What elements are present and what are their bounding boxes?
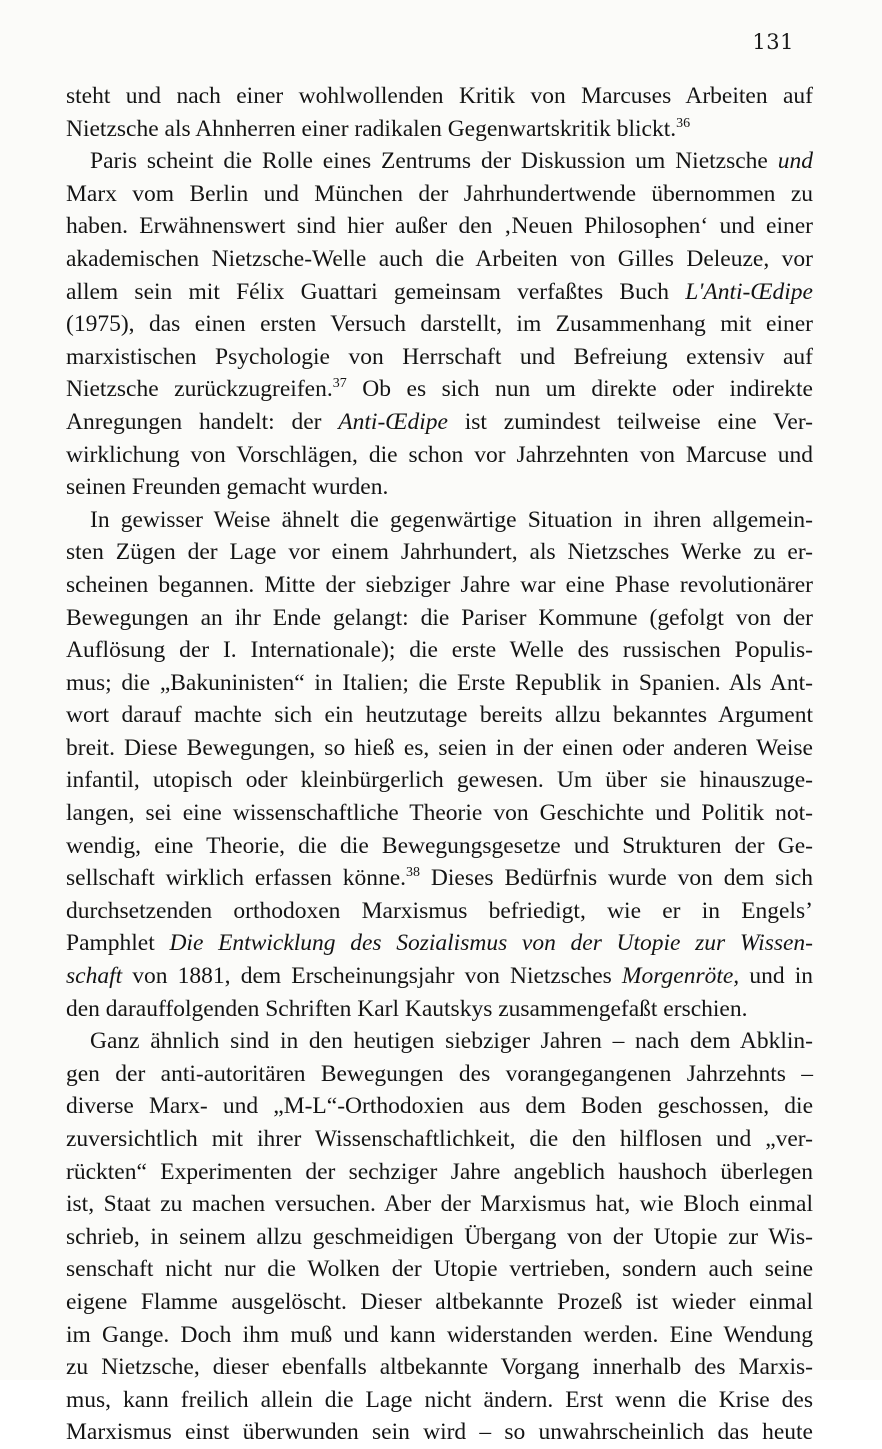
text-line [66, 1351, 813, 1384]
text-segment: sellschaft wirklich erfassen könne. [66, 865, 407, 892]
text-segment: ist zumindest teilweise eine Ver- [447, 408, 813, 435]
text-line [66, 1090, 813, 1123]
text-line [66, 243, 813, 276]
text-line [66, 830, 813, 863]
text-segment: und in [739, 963, 814, 990]
text-line [66, 1286, 813, 1319]
text-segment: eigene Flamme ausgelöscht. Dieser altbekannte Prozeß ist wieder einmal [66, 1288, 813, 1315]
text-line [66, 1221, 813, 1254]
text-segment: schrieb, in seinem allzu geschmeidigen Übergang von der Utopie zur Wis- [66, 1223, 813, 1250]
text-line [66, 1025, 813, 1058]
italic-text: schaft [66, 963, 123, 990]
text-segment: Marx vom Berlin und München der Jahrhundertwende übernommen zu [66, 180, 813, 207]
text-segment: zu Nietzsche, dieser ebenfalls altbekannte Vorgang innerhalb des Marxis- [66, 1354, 813, 1381]
text-line [66, 634, 813, 667]
text-segment: senschaft nicht nur die Wolken der Utopie vertrieben, sondern auch seine [66, 1256, 813, 1283]
text-line [66, 699, 813, 732]
text-line [66, 113, 813, 146]
text-line [66, 341, 813, 374]
text-segment: akademischen Nietzsche-Welle auch die Arbeiten von Gilles Deleuze, vor [66, 245, 813, 272]
text-line [66, 373, 813, 406]
body-text [66, 80, 813, 1449]
text-segment: steht und nach einer wohlwollenden Kritik von Marcuses Arbeiten auf [66, 83, 813, 109]
text-line [66, 960, 813, 993]
text-line [66, 797, 813, 830]
text-line [66, 927, 813, 960]
text-segment: Marxismus einst überwunden sein wird – so unwahrscheinlich das heute [66, 1419, 813, 1446]
text-line [66, 1384, 813, 1417]
text-segment: Ganz ähnlich sind in den heutigen siebziger Jahren – nach dem Abklin- [90, 1028, 813, 1055]
text-segment: ist, Staat zu machen versuchen. Aber der Marxismus hat, wie Bloch einmal [66, 1191, 813, 1218]
text-segment: im Gange. Doch ihm muß und kann widerstanden werden. Eine Wendung [66, 1321, 813, 1348]
text-segment: wirklichung von Vorschlägen, die schon vor Jahrzehnten von Marcuse und [66, 441, 813, 468]
text-line [66, 667, 813, 700]
text-segment: breit. Diese Bewegungen, so hieß es, seien in der einen oder anderen Weise [66, 734, 813, 761]
text-segment: Nietzsche zurückzugreifen. [66, 376, 333, 403]
italic-text: L'Anti-Œdipe [685, 278, 813, 305]
text-line [66, 732, 813, 765]
text-line [66, 569, 813, 602]
italic-text: Anti-Œdipe [338, 408, 448, 435]
text-line [66, 536, 813, 569]
text-line [66, 439, 813, 472]
text-segment: wort darauf machte sich ein heutzutage bereits allzu bekanntes Argument [66, 702, 813, 729]
text-line [66, 862, 813, 895]
text-segment: allem sein mit Félix Guattari gemeinsam verfaßtes Buch [66, 278, 686, 305]
text-line [66, 993, 813, 1026]
text-segment: mus; die „Bakuninisten“ in Italien; die Erste Republik in Spanien. Als Ant- [66, 669, 813, 696]
text-segment: mus, kann freilich allein die Lage nicht ändern. Erst wenn die Krise des [66, 1386, 813, 1413]
text-line [66, 895, 813, 928]
text-segment: Ob es sich nun um direkte oder indirekte [346, 376, 813, 403]
text-segment: marxistischen Psychologie von Herrschaft und Befreiung extensiv auf [66, 343, 813, 370]
text-segment: langen, sei eine wissenschaftliche Theorie von Geschichte und Politik not- [66, 800, 813, 827]
text-segment: scheinen begannen. Mitte der siebziger Jahre war eine Phase revolutionärer [66, 571, 813, 598]
text-segment: sten Zügen der Lage vor einem Jahrhundert, als Nietzsches Werke zu er- [66, 539, 813, 566]
text-segment: Dieses Bedürfnis wurde von dem sich [420, 865, 813, 892]
text-line [66, 178, 813, 211]
page-number: 131 [752, 30, 794, 54]
text-segment: von 1881, dem Erscheinungsjahr von Nietzsches [122, 963, 622, 990]
text-line [66, 1156, 813, 1189]
text-segment: infantil, utopisch oder kleinbürgerlich gewesen. Um über sie hinauszuge- [66, 767, 813, 794]
text-line [66, 504, 813, 537]
text-segment: In gewisser Weise ähnelt die gegenwärtige Situation in ihren allgemein- [90, 506, 813, 533]
text-segment: den darauffolgenden Schriften Karl Kautskys zusammengefaßt erschien. [66, 995, 748, 1022]
text-segment: durchsetzenden orthodoxen Marxismus befriedigt, wie er in Engels’ [66, 897, 813, 924]
text-segment: haben. Erwähnenswert sind hier außer den ‚Neuen Philosophen‘ und einer [66, 213, 813, 240]
text-segment: seinen Freunden gemacht wurden. [66, 474, 389, 501]
text-line [66, 276, 813, 309]
text-segment: Pamphlet [66, 930, 170, 957]
text-line [66, 1058, 813, 1091]
text-segment: gen der anti-autoritären Bewegungen des vorangegangenen Jahrzehnts – [66, 1060, 813, 1087]
text-line [66, 1188, 813, 1221]
footnote-reference: 38 [406, 865, 421, 881]
text-line [66, 1319, 813, 1352]
text-line [66, 145, 813, 178]
text-segment: wendig, eine Theorie, die die Bewegungsgesetze und Strukturen der Ge- [66, 832, 813, 859]
text-line [66, 1253, 813, 1286]
text-line [66, 471, 813, 504]
text-line [66, 1123, 813, 1156]
footnote-reference: 37 [332, 376, 347, 392]
text-line [66, 308, 813, 341]
text-segment: Anregungen handelt: der [66, 408, 339, 435]
text-segment: (1975), das einen ersten Versuch darstellt, im Zusammenhang mit einer [66, 311, 813, 338]
text-line [66, 80, 813, 113]
italic-text: Die Entwicklung des Sozialismus von der Utopie zur Wissen- [169, 930, 813, 957]
text-segment: Nietzsche als Ahnherren einer radikalen Gegenwartskritik blickt. [66, 115, 677, 142]
footnote-reference: 36 [676, 115, 691, 131]
italic-text: und [777, 148, 813, 175]
text-segment: Paris scheint die Rolle eines Zentrums der Diskussion um Nietzsche [90, 148, 778, 175]
text-line [66, 764, 813, 797]
text-line [66, 210, 813, 243]
text-segment: diverse Marx- und „M-L“-Orthodoxien aus dem Boden geschossen, die [66, 1093, 813, 1120]
text-segment: Bewegungen an ihr Ende gelangt: die Pariser Kommune (gefolgt von der [66, 604, 813, 631]
text-line [66, 602, 813, 635]
text-line [66, 406, 813, 439]
text-segment: rückten“ Experimenten der sechziger Jahre angeblich haushoch überlegen [66, 1158, 813, 1185]
text-line [66, 1416, 813, 1449]
italic-text: Morgenröte, [621, 963, 740, 990]
text-segment: zuversichtlich mit ihrer Wissenschaftlichkeit, die den hilflosen und „ver- [66, 1126, 813, 1152]
text-segment: Auflösung der I. Internationale); die erste Welle des russischen Populis- [66, 637, 813, 664]
